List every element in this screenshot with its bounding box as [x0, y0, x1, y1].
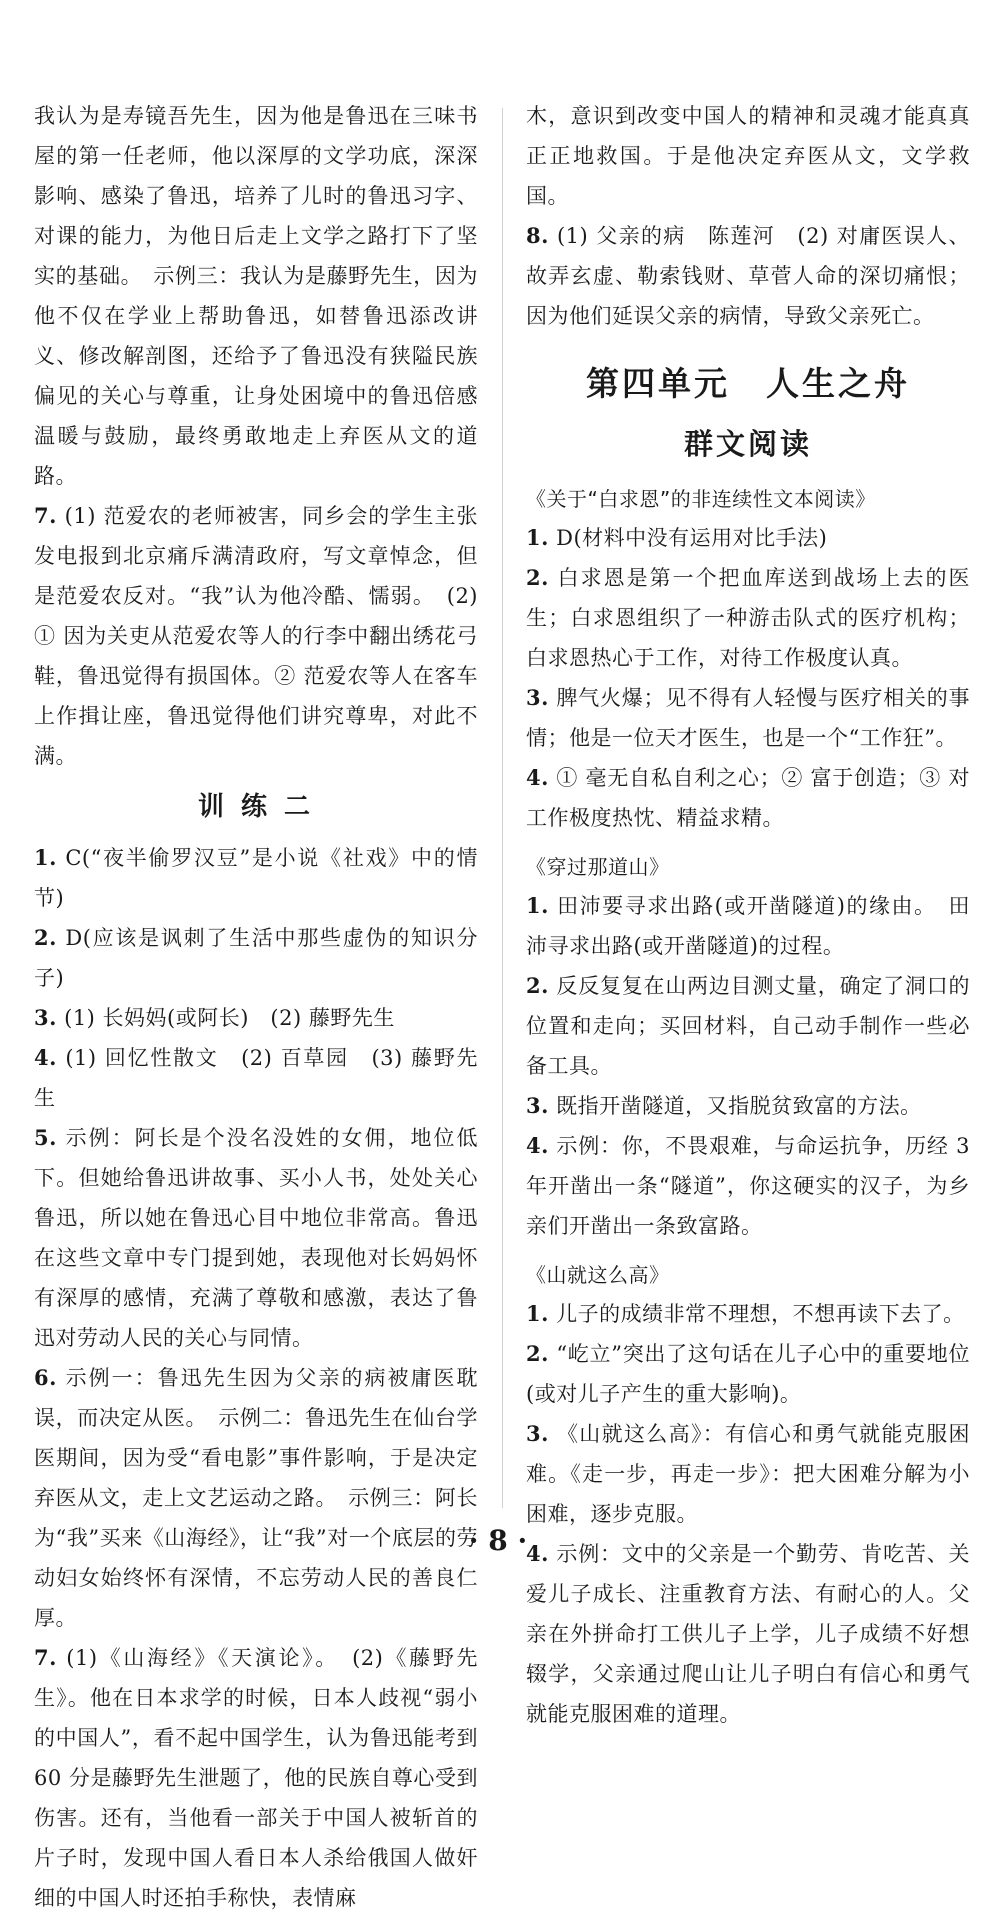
answer-item: 1. 田沛要寻求出路(或开凿隧道)的缘由。 田沛寻求出路(或开凿隧道)的过程。 [526, 893, 970, 958]
answer-paragraph: 木，意识到改变中国人的精神和灵魂才能真真正正地救国。于是他决定弃医从文，文学救国。 [526, 104, 970, 208]
answer-item: 2. D(应该是讽刺了生活中那些虚伪的知识分子) [34, 925, 478, 990]
answer-item: 1. 儿子的成绩非常不理想，不想再读下去了。 [526, 1301, 965, 1326]
article-title: 《关于“白求恩”的非连续性文本阅读》 [526, 487, 876, 511]
page-number: · 8 · [468, 1524, 528, 1557]
group-reading-title: 群文阅读 [683, 427, 812, 461]
section-title: 训 练 二 [197, 792, 315, 822]
answer-paragraph: 我认为是寿镜吾先生，因为他是鲁迅在三味书屋的第一任老师，他以深厚的文学功底，深深影响、感染了鲁迅，培养了儿时的鲁迅习字、对课的能力，为他日后走上文学之路打下了坚实的基础。 示例三：我认为是藤野先生，因为他不仅在学业上帮助鲁迅，如替鲁迅添改讲义、修改解剖图，还给予了鲁迅没有狭隘民族偏见的关心与尊重，让身处困境中的鲁迅倍感温暖与鼓励，最终勇敢地走上弃医从文的道路。 [34, 104, 478, 488]
answer-item: 2. “屹立”突出了这句话在儿子心中的重要地位(或对儿子产生的重大影响)。 [526, 1341, 970, 1406]
answer-item: 1. D(材料中没有运用对比手法) [526, 525, 828, 550]
answer-item: 4. 示例：你，不畏艰难，与命运抗争，历经 3 年开凿出一条“隧道”，你这硬实的汉子，为乡亲们开凿出一条致富路。 [526, 1133, 970, 1238]
answer-item: 3. (1) 长妈妈(或阿长) (2) 藤野先生 [34, 1005, 395, 1030]
answer-item: 1. C(“夜半偷罗汉豆”是小说《社戏》中的情节) [34, 845, 478, 910]
article-title: 《山就这么高》 [526, 1263, 670, 1287]
answer-item: 6. 示例一：鲁迅先生因为父亲的病被庸医耽误，而决定从医。 示例二：鲁迅先生在仙台学医期间，因为受“看电影”事件影响，于是决定弃医从文，走上文艺运动之路。 示例三：阿长为“我”买来《山海经》，让“我”对一个底层的劳动妇女始终怀有深情，不忘劳动人民的善良仁厚。 [34, 1365, 478, 1630]
article-title: 《穿过那道山》 [526, 855, 670, 879]
answer-paragraph: 7. (1) 范爱农的老师被害，同乡会的学生主张发电报到北京痛斥满清政府，写文章悼念，但是范爱农反对。“我”认为他冷酷、懦弱。 (2) ① 因为关吏从范爱农等人的行李中翻出绣花弓鞋，鲁迅觉得有损国体。② 范爱农等人在客车上作揖让座，鲁迅觉得他们讲究尊卑，对此不满。 [34, 503, 478, 768]
answer-item: 2. 反反复复在山两边目测丈量，确定了洞口的位置和走向；买回材料，自己动手制作一些必备工具。 [526, 973, 970, 1078]
right-column [526, 96, 970, 1734]
left-column [34, 96, 478, 1918]
answer-item: 4. 示例：文中的父亲是一个勤劳、肯吃苦、关爱儿子成长、注重教育方法、有耐心的人。父亲在外拼命打工供儿子上学，儿子成绩不好想辍学，父亲通过爬山让儿子明白有信心和勇气就能克服困难的道理。 [526, 1541, 970, 1726]
answer-item: 3. 既指开凿隧道，又指脱贫致富的方法。 [526, 1093, 922, 1118]
unit-title: 第四单元 人生之舟 [586, 364, 910, 403]
answer-item: 4. (1) 回忆性散文 (2) 百草园 (3) 藤野先生 [34, 1045, 478, 1110]
answer-item: 3. 脾气火爆；见不得有人轻慢与医疗相关的事情；他是一位天才医生，也是一个“工作狂”。 [526, 685, 970, 750]
answer-item: 3. 《山就这么高》：有信心和勇气就能克服困难。《走一步，再走一步》：把大困难分解为小困难，逐步克服。 [526, 1421, 970, 1526]
answer-item: 2. 白求恩是第一个把血库送到战场上去的医生；白求恩组织了一种游击队式的医疗机构；白求恩热心于工作，对待工作极度认真。 [526, 565, 970, 670]
column-divider [502, 108, 503, 1508]
answer-paragraph: 8. (1) 父亲的病 陈莲河 (2) 对庸医误人、故弄玄虚、勒索钱财、草菅人命的深切痛恨；因为他们延误父亲的病情，导致父亲死亡。 [526, 223, 970, 328]
answer-item: 7. (1)《山海经》《天演论》。 (2)《藤野先生》。他在日本求学的时候，日本人歧视“弱小的中国人”，看不起中国学生，认为鲁迅能考到 60 分是藤野先生泄题了，他的民族自尊心受到伤害。还有，当他看一部关于中国人被斩首的片子时，发现中国人看日本人杀给俄国人做奸细的中国人时还拍手称快，表情麻 [34, 1645, 478, 1910]
answer-item: 5. 示例：阿长是个没名没姓的女佣，地位低下。但她给鲁迅讲故事、买小人书，处处关心鲁迅，所以她在鲁迅心目中地位非常高。鲁迅在这些文章中专门提到她，表现他对长妈妈怀有深厚的感情，充满了尊敬和感激，表达了鲁迅对劳动人民的关心与同情。 [34, 1125, 478, 1350]
answer-item: 4. ① 毫无自私自利之心；② 富于创造；③ 对工作极度热忱、精益求精。 [526, 765, 970, 830]
